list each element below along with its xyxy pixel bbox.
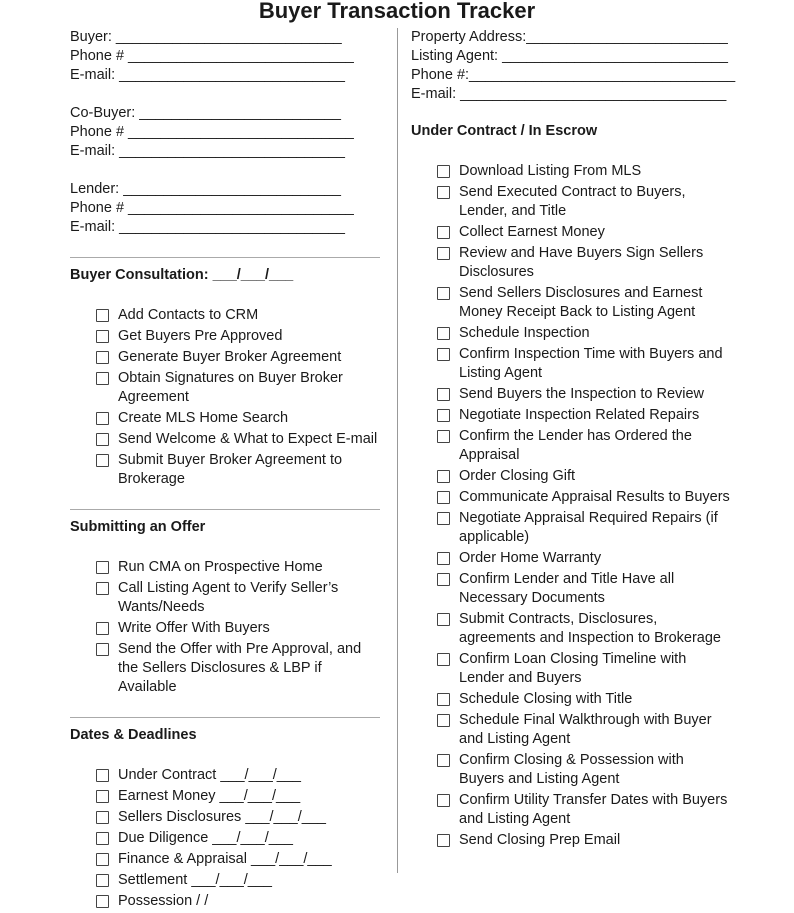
checklist-item-label: Call Listing Agent to Verify Seller’s Wants/Needs [118, 580, 339, 615]
column-divider [397, 28, 398, 873]
checkbox[interactable] [96, 895, 109, 908]
checklist-item-label: Possession / / [118, 893, 209, 909]
checklist-item [437, 791, 731, 829]
checklist-item-label: Submit Contracts, Disclosures, agreements and Inspection to Brokerage [459, 611, 721, 646]
checkbox[interactable] [437, 348, 450, 361]
checkbox[interactable] [96, 330, 109, 343]
form-field[interactable]: Buyer: ____________________________ [70, 29, 342, 45]
checklist-item [96, 829, 382, 848]
checklist-item [437, 650, 731, 688]
buyer-contact [70, 28, 382, 85]
checklist-item-label: Generate Buyer Broker Agreement [118, 349, 342, 365]
checklist-item-label: Run CMA on Prospective Home [118, 559, 323, 575]
checklist-item [437, 711, 731, 749]
checklist-item-label: Send Closing Prep Email [459, 832, 621, 848]
checklist-item [437, 509, 731, 547]
property-info [411, 28, 736, 104]
checkbox[interactable] [96, 561, 109, 574]
checklist-item-label: Earnest Money ___/___/___ [118, 788, 301, 804]
form-field[interactable]: Phone # ____________________________ [70, 124, 354, 140]
checkbox[interactable] [437, 430, 450, 443]
checkbox[interactable] [437, 409, 450, 422]
checklist-item-label: Confirm Inspection Time with Buyers and Listing Agent [459, 346, 723, 381]
checklist-item [96, 369, 382, 407]
checkbox[interactable] [437, 552, 450, 565]
checklist-item [437, 831, 731, 850]
consultation-heading: Buyer Consultation: ___/___/___ [70, 267, 294, 283]
checklist-item [437, 385, 731, 404]
checklist-item-label: Under Contract ___/___/___ [118, 767, 301, 783]
form-field[interactable]: E-mail: ____________________________ [70, 67, 345, 83]
checklist-item-label: Send Executed Contract to Buyers, Lender, and Title [459, 184, 686, 219]
checklist-item [96, 348, 382, 367]
checklist-item [437, 549, 731, 568]
checkbox[interactable] [437, 653, 450, 666]
checkbox[interactable] [437, 512, 450, 525]
checklist-item-label: Finance & Appraisal ___/___/___ [118, 851, 332, 867]
checklist-item-label: Create MLS Home Search [118, 410, 289, 426]
form-field[interactable]: Lender: ___________________________ [70, 181, 341, 197]
checklist-item-label: Due Diligence ___/___/___ [118, 830, 293, 846]
checkbox[interactable] [437, 287, 450, 300]
checkbox[interactable] [437, 470, 450, 483]
checkbox[interactable] [437, 247, 450, 260]
form-field[interactable]: Co-Buyer: _________________________ [70, 105, 341, 121]
left-column [70, 28, 382, 913]
checklist-item [437, 751, 731, 789]
section-divider [70, 257, 380, 258]
checklist-item [437, 223, 731, 242]
checkbox[interactable] [96, 790, 109, 803]
checklist-item-label: Confirm the Lender has Ordered the Appraisal [459, 428, 692, 463]
checklist-item-label: Negotiate Inspection Related Repairs [459, 407, 700, 423]
checkbox[interactable] [96, 433, 109, 446]
checkbox[interactable] [437, 491, 450, 504]
checklist-item [437, 467, 731, 486]
lender-contact [70, 180, 382, 237]
checklist-item-label: Get Buyers Pre Approved [118, 328, 283, 344]
checkbox[interactable] [437, 714, 450, 727]
checklist-item-label: Settlement ___/___/___ [118, 872, 272, 888]
checkbox[interactable] [437, 327, 450, 340]
checkbox[interactable] [437, 613, 450, 626]
checklist-item-label: Send the Offer with Pre Approval, and the Sellers Disclosures & LBP if Available [118, 641, 362, 695]
checkbox[interactable] [437, 834, 450, 847]
checklist-item-label: Send Welcome & What to Expect E-mail [118, 431, 378, 447]
checklist-item [96, 306, 382, 325]
checkbox[interactable] [437, 226, 450, 239]
checkbox[interactable] [96, 874, 109, 887]
checklist-item-label: Confirm Loan Closing Timeline with Lender and Buyers [459, 651, 687, 686]
checklist-item [437, 406, 731, 425]
checkbox[interactable] [437, 693, 450, 706]
checklist-item [96, 579, 382, 617]
checkbox[interactable] [96, 454, 109, 467]
form-field[interactable]: Phone # ____________________________ [70, 200, 354, 216]
checklist-item-label: Review and Have Buyers Sign Sellers Disclosures [459, 245, 704, 280]
section-divider [70, 509, 380, 510]
checkbox[interactable] [437, 165, 450, 178]
checklist-item [437, 324, 731, 343]
form-field[interactable]: Phone #:_________________________________ [411, 67, 736, 83]
checklist-item [96, 640, 382, 697]
checklist-item [437, 610, 731, 648]
checklist-item [96, 558, 382, 577]
checklist-item-label: Send Buyers the Inspection to Review [459, 386, 705, 402]
checklist-item [96, 619, 382, 638]
cobuyer-contact [70, 104, 382, 161]
checklist-item [437, 427, 731, 465]
checklist-item-label: Collect Earnest Money [459, 224, 605, 240]
offer-heading: Submitting an Offer [70, 519, 206, 535]
checklist-item [437, 488, 731, 507]
form-field[interactable]: Listing Agent: ____________________________ [411, 48, 728, 64]
checklist-item-label: Schedule Inspection [459, 325, 590, 341]
checkbox[interactable] [96, 832, 109, 845]
checkbox[interactable] [96, 811, 109, 824]
form-field[interactable]: E-mail: ____________________________ [70, 219, 345, 235]
checklist-item-label: Schedule Closing with Title [459, 691, 633, 707]
checklist-item-label: Write Offer With Buyers [118, 620, 270, 636]
form-field[interactable]: Property Address:_________________________ [411, 29, 728, 45]
checkbox[interactable] [96, 372, 109, 385]
checklist-item-label: Confirm Lender and Title Have all Necessary Documents [459, 571, 675, 606]
checklist-item-label: Obtain Signatures on Buyer Broker Agreement [118, 370, 343, 405]
form-field[interactable]: E-mail: _________________________________ [411, 86, 727, 102]
checkbox[interactable] [437, 388, 450, 401]
checklist-item [96, 766, 382, 785]
checklist-item-label: Confirm Utility Transfer Dates with Buyers and Listing Agent [459, 792, 728, 827]
right-column [411, 28, 736, 852]
checkbox[interactable] [96, 351, 109, 364]
checklist-item [96, 430, 382, 449]
checklist-item [437, 183, 731, 221]
checklist-item [96, 451, 382, 489]
checklist-item-label: Sellers Disclosures ___/___/___ [118, 809, 326, 825]
checkbox[interactable] [96, 643, 109, 656]
checkbox[interactable] [96, 582, 109, 595]
checkbox[interactable] [96, 309, 109, 322]
escrow-checklist [437, 162, 731, 850]
checklist-item [96, 808, 382, 827]
checklist-item-label: Communicate Appraisal Results to Buyers [459, 489, 730, 505]
checklist-item [96, 327, 382, 346]
checklist-item [437, 690, 731, 709]
escrow-heading: Under Contract / In Escrow [411, 123, 598, 139]
checkbox[interactable] [96, 853, 109, 866]
checklist-item [96, 409, 382, 428]
section-divider [70, 717, 380, 718]
checklist-item [96, 787, 382, 806]
checkbox[interactable] [437, 186, 450, 199]
checklist-item [437, 162, 731, 181]
checkbox[interactable] [437, 754, 450, 767]
form-field[interactable]: E-mail: ____________________________ [70, 143, 345, 159]
consultation-checklist [96, 306, 382, 489]
offer-checklist [96, 558, 382, 697]
checkbox[interactable] [96, 412, 109, 425]
checklist-item [437, 345, 731, 383]
checklist-item-label: Order Closing Gift [459, 468, 576, 484]
checklist-item-label: Confirm Closing & Possession with Buyers and Listing Agent [459, 752, 684, 787]
form-field[interactable]: Phone # ____________________________ [70, 48, 354, 64]
checklist-item [437, 570, 731, 608]
checklist-item-label: Schedule Final Walkthrough with Buyer and Listing Agent [459, 712, 712, 747]
checklist-item-label: Send Sellers Disclosures and Earnest Money Receipt Back to Listing Agent [459, 285, 703, 320]
checklist-item [437, 284, 731, 322]
checklist-item-label: Add Contacts to CRM [118, 307, 259, 323]
checklist-item-label: Negotiate Appraisal Required Repairs (if applicable) [459, 510, 718, 545]
checkbox[interactable] [96, 769, 109, 782]
checklist-item-label: Download Listing From MLS [459, 163, 642, 179]
checklist-item [96, 850, 382, 869]
checkbox[interactable] [96, 622, 109, 635]
dates-checklist [96, 766, 382, 911]
checklist-item-label: Order Home Warranty [459, 550, 602, 566]
checklist-item [96, 892, 382, 911]
page-title: Buyer Transaction Tracker [258, 0, 536, 23]
checkbox[interactable] [437, 573, 450, 586]
dates-heading: Dates & Deadlines [70, 727, 197, 743]
checklist-item-label: Submit Buyer Broker Agreement to Brokerage [118, 452, 343, 487]
checklist-item [437, 244, 731, 282]
checklist-item [96, 871, 382, 890]
checkbox[interactable] [437, 794, 450, 807]
